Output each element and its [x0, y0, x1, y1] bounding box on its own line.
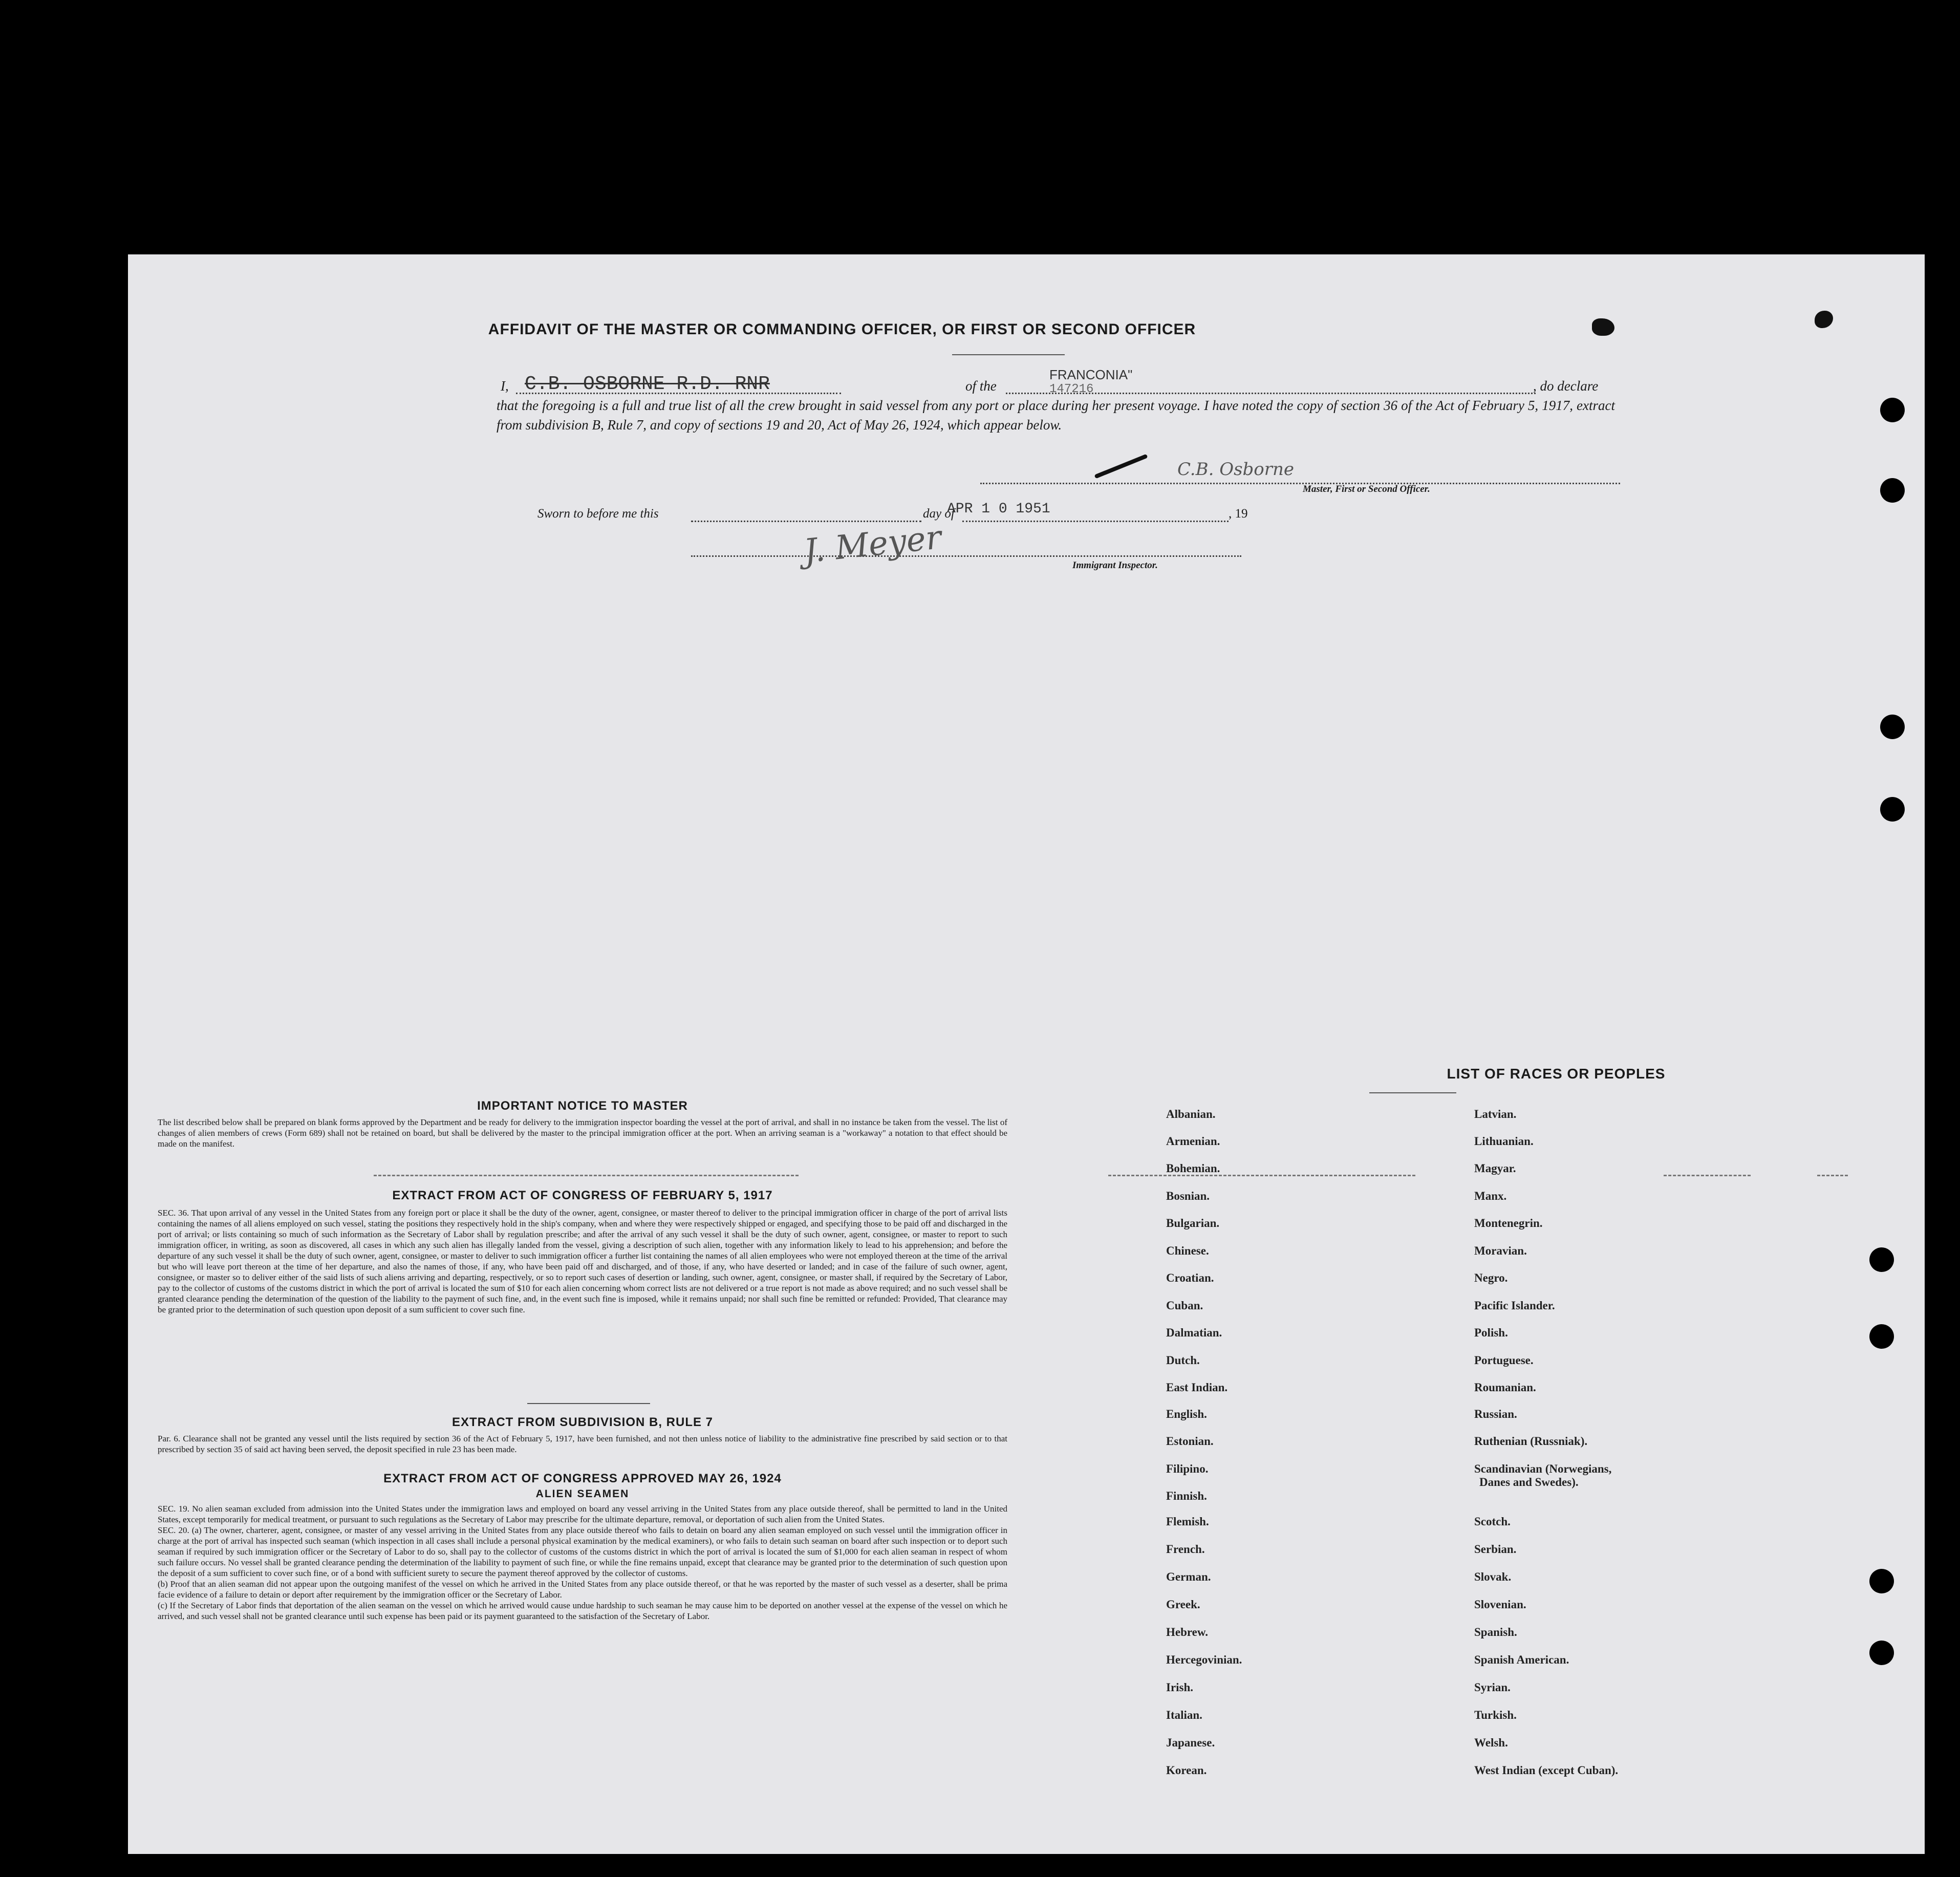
race-right: Ruthenian (Russniak).: [1474, 1435, 1588, 1448]
section-divider: [1664, 1175, 1751, 1176]
races-title-underline: [1369, 1092, 1456, 1093]
title-underline: [952, 354, 1065, 355]
signature-line: [980, 483, 1620, 484]
race-left: Dalmatian.: [1166, 1326, 1222, 1339]
race-right: Danes and Swedes).: [1479, 1476, 1579, 1488]
affidavit-i-label: I,: [501, 378, 509, 394]
alien-seamen-subtitle: ALIEN SEAMEN: [535, 1488, 630, 1500]
race-right: West Indian (except Cuban).: [1474, 1764, 1619, 1777]
race-right: Slovenian.: [1474, 1598, 1526, 1611]
race-right: Magyar.: [1474, 1162, 1516, 1175]
notice-title: IMPORTANT NOTICE TO MASTER: [477, 1099, 688, 1113]
extract-1924-text: [158, 1503, 1007, 1622]
race-left: Bulgarian.: [1166, 1217, 1220, 1229]
master-name-stamp: C.B. OSBORNE R.D. RNR: [525, 373, 770, 395]
sworn-day-line: [691, 521, 921, 522]
race-right: Pacific Islander.: [1474, 1299, 1555, 1312]
race-left: Hebrew.: [1166, 1626, 1208, 1638]
extract-1917-title: EXTRACT FROM ACT OF CONGRESS OF FEBRUARY 5, 1917: [392, 1189, 773, 1202]
inspector-signature-line: [691, 555, 1241, 557]
inspector-signature: J. Meyer: [802, 519, 943, 571]
master-signature: C.B. Osborne: [1177, 459, 1295, 480]
race-left: English.: [1166, 1408, 1207, 1420]
race-right: Moravian.: [1474, 1244, 1527, 1257]
section-19-text: SEC. 19. No alien seaman excluded from admission into the United States under the immigration laws and employed on board any vessel arriving in the United States from any place outside thereof, shall be permitted to land in the United States, except temporarily for medical treatment, or pursuant to such regulations as the Secretary of Labor may prescribe for the ultimate departure, removal, or deportation of such alien from the United States.: [158, 1504, 1007, 1524]
document-page: [128, 254, 1925, 1854]
section-20b-text: (b) Proof that an alien seaman did not appear upon the outgoing manifest of the vessel on which he arrived in the United States from any place outside thereof, or that he was reported by the master of such vessel as a deserter, shall be prima facie evidence of a failure to detain or deport after requirement by the immigration officer or the Secretary of Labor.: [158, 1579, 1007, 1600]
race-left: Hercegovinian.: [1166, 1653, 1242, 1666]
race-left: Bosnian.: [1166, 1190, 1210, 1202]
section-divider: [1817, 1175, 1848, 1176]
affidavit-body: that the foregoing is a full and true list of all the crew brought in said vessel from any port or place during her present voyage. I have noted the copy of section 36 of the Act of February 5, 1917, extract from subdivision B, Rule 7, and copy of sections 19 and 20, Act of May 26, 1924, which appear below.: [497, 398, 1615, 433]
ink-blot-mark: [1815, 311, 1833, 328]
race-left: Korean.: [1166, 1764, 1207, 1777]
race-right: Slovak.: [1474, 1570, 1512, 1583]
section-divider: [1108, 1175, 1415, 1176]
race-left: Dutch.: [1166, 1354, 1200, 1367]
ink-blot-mark: [1592, 318, 1614, 336]
notice-text: The list described below shall be prepared on blank forms approved by the Department and be ready for delivery to the immigration inspector boarding the vessel at the port of arrival, and shall in no instance be taken from the vessel. The list of changes of alien members of crews (Form 689) shall not be retained on board, but shall be delivered by the master to the principal immigration officer at the port. When an arriving seaman is a "workaway" a notation to that effect should be made on the manifest.: [158, 1117, 1007, 1149]
rule-7-title: EXTRACT FROM SUBDIVISION B, RULE 7: [451, 1415, 714, 1429]
race-right: Negro.: [1474, 1271, 1508, 1284]
of-the-label: of the: [965, 378, 997, 394]
race-right: Montenegrin.: [1474, 1217, 1543, 1229]
race-right: Portuguese.: [1474, 1354, 1534, 1367]
extract-1924-title: EXTRACT FROM ACT OF CONGRESS APPROVED MAY 26, 1924: [383, 1472, 782, 1485]
races-title: LIST OF RACES OR PEOPLES: [1447, 1066, 1666, 1082]
affidavit-title: AFFIDAVIT OF THE MASTER OR COMMANDING OFFICER, OR FIRST OR SECOND OFFICER: [488, 321, 1196, 338]
race-left: Filipino.: [1166, 1462, 1209, 1475]
race-left: Flemish.: [1166, 1515, 1209, 1528]
day-of-label: day of: [923, 507, 955, 521]
race-right: Roumanian.: [1474, 1381, 1536, 1394]
section-divider: [527, 1403, 650, 1404]
race-left: French.: [1166, 1543, 1205, 1556]
sworn-label: Sworn to before me this: [537, 507, 659, 521]
punch-hole-6: [1869, 1324, 1894, 1349]
race-right: Syrian.: [1474, 1681, 1511, 1694]
sworn-date-line: [962, 521, 1229, 522]
punch-hole-5: [1869, 1247, 1894, 1272]
race-left: Finnish.: [1166, 1490, 1207, 1502]
punch-hole-7: [1869, 1569, 1894, 1593]
race-left: Japanese.: [1166, 1736, 1215, 1749]
race-right: Spanish.: [1474, 1626, 1517, 1638]
extract-1917-text: SEC. 36. That upon arrival of any vessel in the United States from any foreign port or place it shall be the duty of the owner, agent, consignee, or master thereof to deliver to the principal immigration officer in charge of the port of arrival lists containing the names of all aliens employed on such vessel, stating the positions they respectively hold in the ship's company, when and where they were respectively shipped or engaged, and specifying those to be paid off and discharged in the port of arrival; or lists containing so much of such information as the Secretary of Labor shall by regulation prescribe; and after the arrival of any such vessel it shall be the duty of such owner, agent, consignee, or master to report to such immigration officer, in writing, as soon as discovered, all cases in which any such alien has illegally landed from the vessel, giving a description of such alien, together with any information likely to lead to his apprehension; and before the departure of any such vessel it shall be the duty of such owner, agent, consignee, or master to deliver to such immigration officer a further list containing the names of all alien employees who were not employed thereon at the time of the arrival but who will leave port thereon at the time of her departure, and also the names of those, if any, who have been paid off and discharged, and of those, if any, who have deserted or landed; and in case of the failure of such owner, agent, consignee, or master so to deliver either of the said lists of such aliens arriving and departing, respectively, or so to report such cases of desertion or landing, such owner, agent, consignee, or master shall, if required by the Secretary of Labor, pay to the collector of customs of the customs district in which the port of arrival is located the sum of $10 for each alien concerning whom correct lists are not delivered or a true report is not made as above required; and no such vessel shall be granted clearance pending the determination of the question of the liability to the payment of such fine, and, in the event such fine is imposed, while it remains unpaid; nor shall such fine be remitted or refunded: Provided, That clearance may be granted prior to the determination of such question upon deposit of a sum sufficient to cover such fine.: [158, 1208, 1007, 1314]
signature-tick-mark: [1094, 454, 1148, 479]
race-right: Scandinavian (Norwegians,: [1474, 1462, 1612, 1475]
race-left: Irish.: [1166, 1681, 1194, 1694]
race-right: Spanish American.: [1474, 1653, 1569, 1666]
race-right: Welsh.: [1474, 1736, 1508, 1749]
race-right: Manx.: [1474, 1190, 1507, 1202]
date-stamp: APR 1 0 1951: [947, 501, 1050, 517]
vessel-name-stamp: FRANCONIA": [1049, 367, 1133, 382]
race-left: Croatian.: [1166, 1271, 1214, 1284]
punch-hole-3: [1880, 715, 1905, 739]
punch-hole-8: [1869, 1641, 1894, 1665]
section-divider: [374, 1175, 799, 1176]
race-left: Greek.: [1166, 1598, 1200, 1611]
race-right: Serbian.: [1474, 1543, 1517, 1556]
punch-hole-2: [1880, 478, 1905, 503]
vessel-number-stamp: 147216: [1049, 382, 1094, 396]
race-left: German.: [1166, 1570, 1211, 1583]
punch-hole-1: [1880, 398, 1905, 422]
race-left: Cuban.: [1166, 1299, 1203, 1312]
race-right: Latvian.: [1474, 1108, 1517, 1120]
signer-title: Master, First or Second Officer.: [1303, 484, 1430, 494]
rule-7-text: Par. 6. Clearance shall not be granted any vessel until the lists required by section 36 of the Act of February 5, 1917, have been furnished, and not then unless notice of liability to the administrative fine prescribed by said section or to that prescribed by section 35 of said act having been served, the deposit specified in rule 23 has been made.: [158, 1434, 1007, 1454]
section-20c-text: (c) If the Secretary of Labor finds that deportation of the alien seaman on the vessel on which he arrived would cause undue hardship to such seaman he may cause him to be deported on another vessel at the expense of the vessel on which he arrived, and such vessel shall not be granted clearance until such expense has been paid or its payment guaranteed to the satisfaction of the Secretary of Labor.: [158, 1601, 1007, 1621]
race-left: Italian.: [1166, 1709, 1202, 1721]
section-20a-text: SEC. 20. (a) The owner, charterer, agent, consignee, or master of any vessel arriving in the United States from any place outside thereof who fails to detain on board any alien seaman employed on such vessel until the immigration officer in charge at the port of arrival has inspected such seaman (which inspection in all cases shall include a personal physical examination by the medical examiners), or who fails to detain such seaman on board after such inspection or to deport such seaman if required by such immigration officer or the Secretary of Labor to do so, shall pay to the collector of customs of the customs district in which the port of arrival is located the sum of $1,000 for each alien seaman in respect of whom such failure occurs. No vessel shall be granted clearance pending the determination of the liability to payment of such fine, or while the fine remains unpaid, except that clearance may be granted prior to the determination of such question upon the deposit of a sum sufficient to cover such fine, or of a bond with sufficient surety to secure the payment thereof approved by the collector of customs.: [158, 1525, 1007, 1578]
do-declare-label: , do declare: [1533, 378, 1599, 394]
punch-hole-4: [1880, 797, 1905, 822]
race-left: Chinese.: [1166, 1244, 1209, 1257]
inspector-title: Immigrant Inspector.: [1072, 560, 1158, 571]
race-right: Scotch.: [1474, 1515, 1511, 1528]
race-right: Russian.: [1474, 1408, 1517, 1420]
race-right: Turkish.: [1474, 1709, 1517, 1721]
race-right: Lithuanian.: [1474, 1135, 1534, 1148]
race-left: Armenian.: [1166, 1135, 1220, 1148]
race-left: Albanian.: [1166, 1108, 1216, 1120]
race-right: Polish.: [1474, 1326, 1508, 1339]
race-left: East Indian.: [1166, 1381, 1228, 1394]
race-left: Bohemian.: [1166, 1162, 1220, 1175]
year-label: , 19: [1229, 507, 1248, 521]
race-left: Estonian.: [1166, 1435, 1214, 1448]
